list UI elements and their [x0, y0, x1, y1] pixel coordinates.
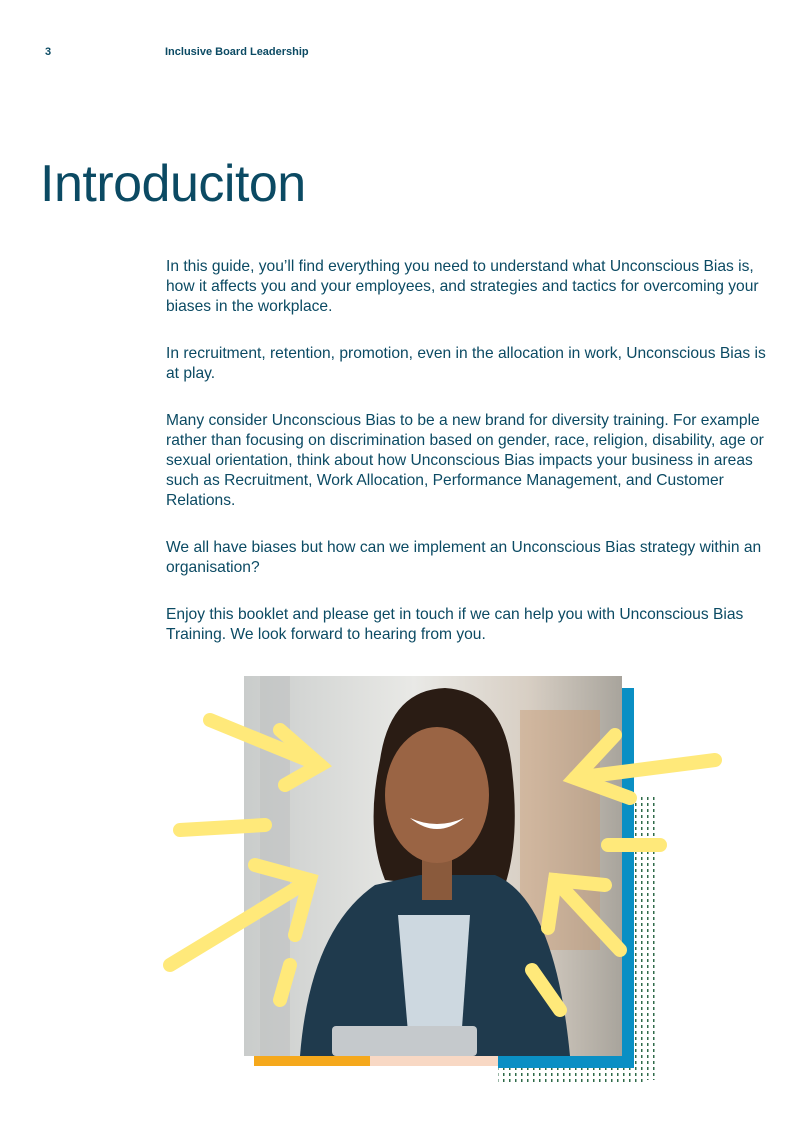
paragraph: We all have biases but how can we implement an Unconscious Bias strategy within an organisation? — [166, 539, 762, 576]
intro-body — [166, 257, 766, 672]
face — [385, 727, 489, 863]
hero-figure — [160, 670, 740, 1090]
page-number: 3 — [45, 46, 52, 58]
dash-texture — [630, 795, 658, 1080]
page-title: Introduciton — [40, 155, 306, 213]
running-header: Inclusive Board Leadership — [165, 46, 309, 58]
paragraph: In recruitment, retention, promotion, even in the allocation in work, Unconscious Bias is at play. — [166, 345, 766, 382]
paragraph: In this guide, you’ll find everything you need to understand what Unconscious Bias is, how it affects you and your employees, and strategies and tactics for overcoming your biases in the workplace. — [166, 258, 759, 315]
paragraph: Many consider Unconscious Bias to be a new brand for diversity training. For example rather than focusing on discrimination based on gender, race, religion, disability, age or sexual orientation, think about how Unconscious Bias impacts your business in areas such as Recruitment, Work Allocation, Performance Management, and Customer Relations. — [166, 412, 764, 509]
paragraph: Enjoy this booklet and please get in touch if we can help you with Unconscious Bias Training. We look forward to hearing from you. — [166, 606, 744, 643]
tablet — [332, 1026, 477, 1056]
smiling-woman-photo — [160, 670, 740, 1090]
